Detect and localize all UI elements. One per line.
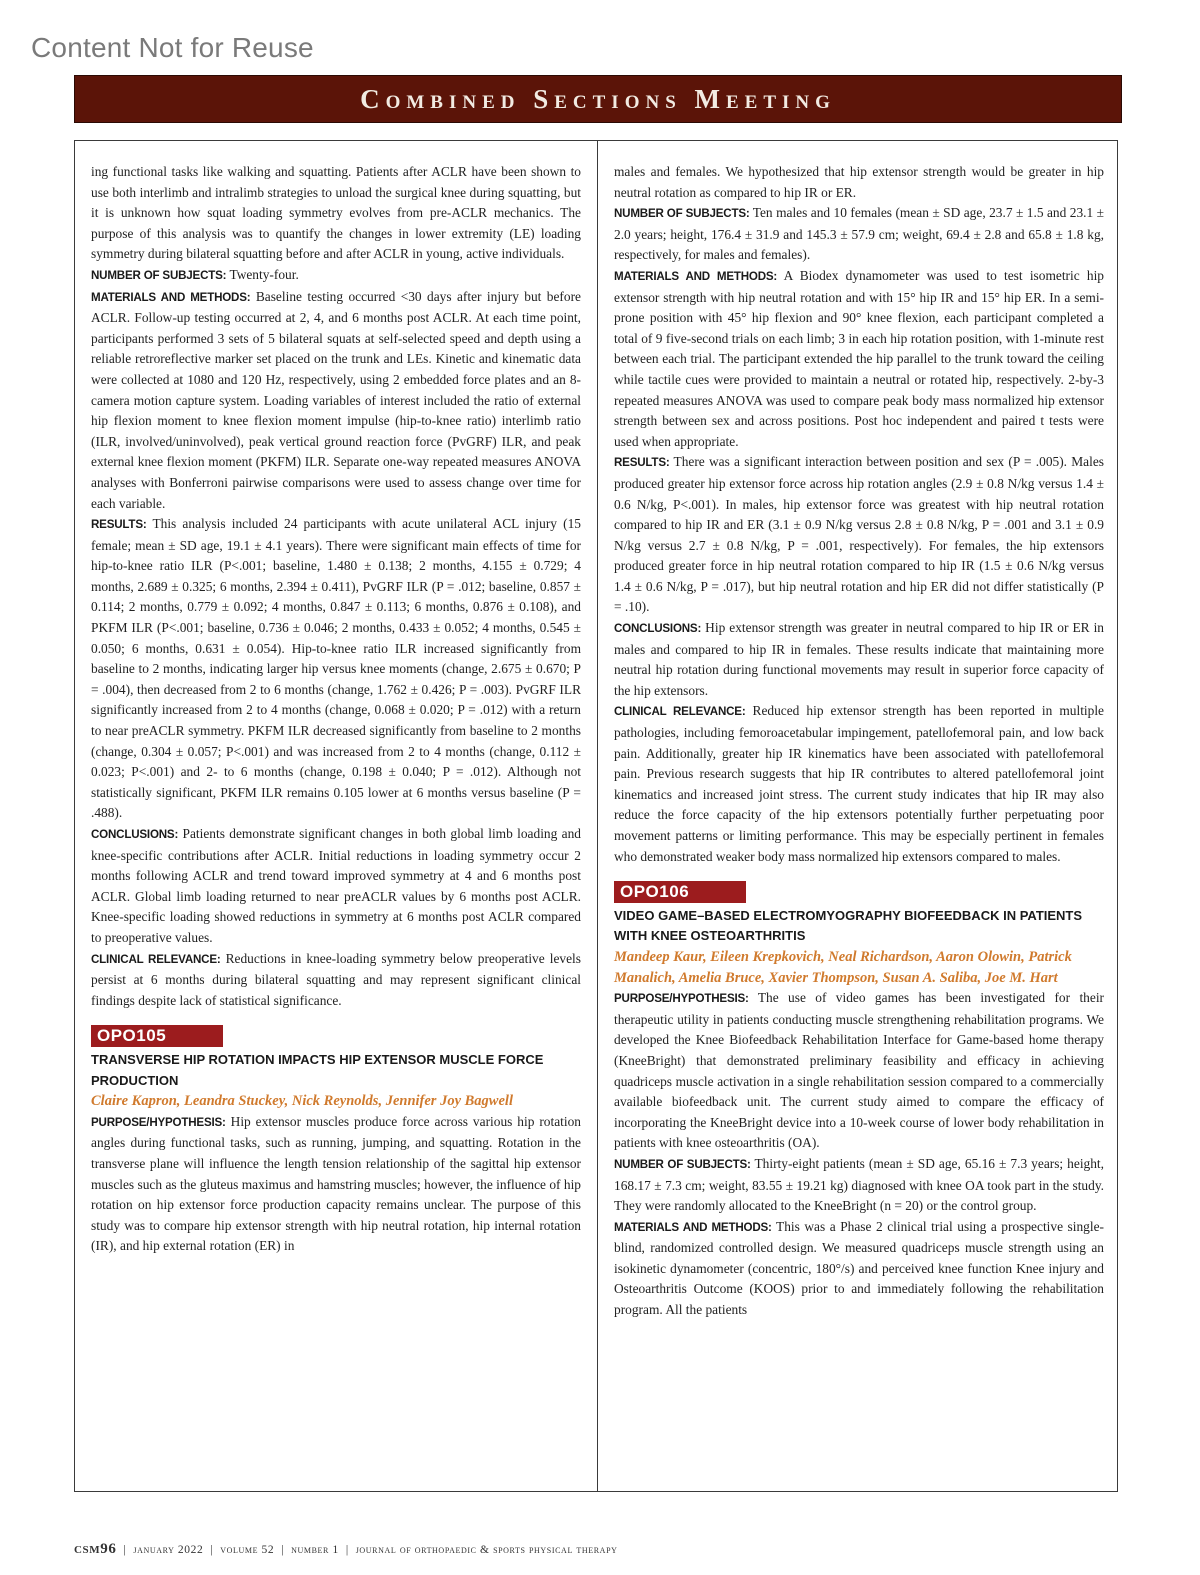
abstract-authors: Mandeep Kaur, Eileen Krepkovich, Neal Richardson, Aaron Olowin, Patrick Manalich, Amelia Bruce, Xavier Thompson, Susan A. Saliba, Joe M. Hart bbox=[614, 948, 1072, 986]
results-paragraph bbox=[91, 514, 581, 824]
conclusions-paragraph bbox=[614, 618, 1104, 701]
left-column bbox=[91, 162, 581, 1257]
purpose-paragraph bbox=[614, 988, 1104, 1154]
relevance-text: Reductions in knee-loading symmetry below preoperative levels persist at 6 months during bilateral squatting and may represent significant clinical findings despite lack of statistical significance. bbox=[91, 950, 581, 1008]
conclusions-label: CONCLUSIONS: bbox=[614, 622, 702, 636]
subjects-label: NUMBER OF SUBJECTS: bbox=[91, 268, 227, 282]
conclusions-text: Patients demonstrate significant changes in both global limb loading and knee-specific contributions after ACLR. Initial reductions in loading symmetry occur 2 months following ACLR and trend toward improved symmetry at 4 and 6 months post ACLR. Global limb loading returned to near preACLR values by 6 months post ACLR. Knee-specific loading showed reductions in symmetry at 6 months post ACLR compared to preoperative values. bbox=[91, 826, 581, 945]
methods-label: MATERIALS AND METHODS: bbox=[614, 269, 778, 283]
right-column bbox=[614, 162, 1104, 1321]
subjects-label: NUMBER OF SUBJECTS: bbox=[614, 1157, 751, 1171]
relevance-paragraph bbox=[91, 949, 581, 1012]
conclusions-label: CONCLUSIONS: bbox=[91, 828, 179, 841]
abstract-title: VIDEO GAME–BASED ELECTROMYOGRAPHY BIOFEEDBACK IN PATIENTS WITH KNEE OSTEOARTHRITIS bbox=[614, 907, 1083, 944]
watermark-text: Content Not for Reuse bbox=[31, 32, 314, 63]
subjects-paragraph bbox=[614, 203, 1104, 266]
subjects-text: Twenty-four. bbox=[229, 266, 299, 282]
relevance-text: Reduced hip extensor strength has been reported in multiple pathologies, including femoroacetabular impingement, patellofemoral pain, and low back pain. Additionally, greater hip IR kinematics have been associated with patellofemoral pain. Previous research suggests that hip IR contributes to altered patellofemoral joint kinematics and increased joint stress. The current study indicates that hip IR may also reduce the force capacity of the hip extensors potentially further perpetuating poor movement patterns or limiting performance. This may be especially pertinent in females who demonstrated weaker body mass normalized hip extensors compared to males. bbox=[614, 703, 1104, 864]
subjects-text: Ten males and 10 females (mean ± SD age, 23.7 ± 1.5 and 23.1 ± 2.0 years; height, 176.4 ± 31.9 and 145.3 ± 57.9 cm; weight, 69.4 ± 2.8 and 65.8 ± 1.8 kg, respectively, for males and females). bbox=[614, 205, 1104, 263]
issue-number: number 1 bbox=[291, 1544, 339, 1556]
banner-title: Combined Sections Meeting bbox=[360, 83, 836, 114]
purpose-text: Hip extensor muscles produce force across various hip rotation angles during functional tasks, such as running, jumping, and squatting. Rotation in the transverse plane will influence the length tension relationship of the sagittal hip extensor muscles such as the gluteus maximus and hamstring muscles; however, the influence of hip rotation on hip extensor force production capacity remains unclear. The purpose of this study was to compare hip extensor strength with hip neutral rotation, hip internal rotation (IR), and hip external rotation (ER) in bbox=[91, 1113, 581, 1254]
purpose-label: PURPOSE/HYPOTHESIS: bbox=[614, 992, 749, 1006]
issue-date: january 2022 bbox=[133, 1544, 204, 1556]
journal-name: journal of orthopaedic & sports physical therapy bbox=[355, 1544, 618, 1556]
methods-paragraph bbox=[614, 266, 1104, 452]
continued-intro: ing functional tasks like walking and squatting. Patients after ACLR have been shown to use both interlimb and intralimb strategies to unload the surgical knee during squatting, but it is unknown how squat loading symmetry evolves from pre-ACLR mechanics. The purpose of this analysis was to quantify the changes in lower extremity (LE) loading symmetry during bilateral squatting before and after ACLR in young, active individuals. bbox=[91, 164, 581, 262]
methods-text: This was a Phase 2 clinical trial using a prospective single-blind, randomized controlled design. We measured quadriceps muscle strength using an isokinetic dynamometer (concentric, 180°/s) and perceived knee function Knee injury and Osteoarthritis Outcome (KOOS) prior to and immediately following the rehabilitation program. All the patients bbox=[614, 1218, 1105, 1318]
methods-text: Baseline testing occurred <30 days after injury but before ACLR. Follow-up testing occurred at 2, 4, and 6 months post ACLR. At each time point, participants performed 3 sets of 5 bilateral squats at self-selected speed and depth using a reliable retroreflective marker set placed on the trunk and LEs. Kinetic and kinematic data were collected at 1080 and 120 Hz, respectively, using 2 embedded force plates and an 8-camera motion capture system. Loading variables of interest included the ratio of external hip flexion moment to knee flexion moment impulse (hip-to-knee ratio) interlimb ratio (ILR, involved/uninvolved), peak vertical ground reaction force (PvGRF) ILR, and peak external knee flexion moment (PKFM) ILR. Separate one-way repeated measures ANOVA analyses with Bonferroni pairwise comparisons were used to assess change over time for each variable. bbox=[91, 288, 581, 511]
column-divider bbox=[597, 140, 598, 1492]
continued-intro: males and females. We hypothesized that hip extensor strength would be greater in hip neutral rotation as compared to hip IR or ER. bbox=[614, 164, 1104, 200]
subjects-paragraph bbox=[91, 265, 581, 287]
relevance-paragraph bbox=[614, 701, 1104, 867]
methods-label: MATERIALS AND METHODS: bbox=[614, 1220, 772, 1234]
purpose-text: The use of video games has been investigated for their therapeutic utility in patients conducting muscle strengthening rehabilitation programs. We developed the Knee Biofeedback Rehabilitation Interface for Game-based home therapy (KneeBright) that demonstrated preliminary feasibility and efficacy in achieving quadriceps muscle activation in a single rehabilitation session compared to a commercially available biofeedback unit. The current study aimed to compare the efficacy of incorporating the KneeBright device into a 10-week course of lower body rehabilitation in patients with knee osteoarthritis (OA). bbox=[614, 990, 1104, 1151]
subjects-paragraph bbox=[614, 1154, 1104, 1217]
page-footer: csm96 | january 2022 | volume 52 | number 1 | journal of orthopaedic & sports physical therapy bbox=[74, 1541, 618, 1557]
methods-paragraph bbox=[614, 1217, 1104, 1321]
results-label: RESULTS: bbox=[614, 456, 670, 470]
methods-paragraph bbox=[91, 287, 581, 515]
conclusions-paragraph bbox=[91, 824, 581, 949]
page-number: csm96 bbox=[74, 1541, 117, 1557]
section-banner bbox=[74, 75, 1122, 123]
abstract-authors: Claire Kapron, Leandra Stuckey, Nick Reynolds, Jennifer Joy Bagwell bbox=[91, 1093, 513, 1110]
purpose-label: PURPOSE/HYPOTHESIS: bbox=[91, 1115, 226, 1129]
methods-label: MATERIALS AND METHODS: bbox=[91, 290, 251, 304]
abstract-id-tag: OPO106 bbox=[614, 881, 746, 903]
methods-text: A Biodex dynamometer was used to test isometric hip extensor strength with hip neutral rotation and with 15° hip IR and 15° hip ER. In a semi-prone position with 45° hip flexion and 90° knee flexion, each participant completed a total of 9 five-second trials on each limb; 3 in each hip rotation position, with 1-minute rest between each trial. The participant extended the hip parallel to the trunk toward the ceiling while tactile cues were provided to maintain a neutral or rotated hip, respectively. 2-by-3 repeated measures ANOVA was used to compare peak body mass normalized hip extensor strength between sex and across positions. Post hoc independent and paired t tests were used when appropriate. bbox=[614, 267, 1104, 449]
conclusions-text: Hip extensor strength was greater in neutral compared to hip IR or ER in males and compared to hip IR in females. These results indicate that maintaining more neutral hip rotation during functional movements may result in superior force capacity of the hip extensors. bbox=[614, 620, 1104, 698]
results-text: This analysis included 24 participants with acute unilateral ACL injury (15 female; mean ± SD age, 19.1 ± 4.1 years). There were significant main effects of time for hip-to-knee ratio ILR (P<.001; baseline, 1.480 ± 0.138; 2 months, 4.155 ± 0.729; 4 months, 2.689 ± 0.325; 6 months, 2.394 ± 0.411), PvGRF ILR (P = .012; baseline, 0.857 ± 0.114; 2 months, 0.779 ± 0.092; 4 months, 0.847 ± 0.113; 6 months, 0.876 ± 0.108), and PKFM ILR (P<.001; baseline, 0.736 ± 0.046; 2 months, 0.433 ± 0.052; 4 months, 0.545 ± 0.050; 6 months, 0.631 ± 0.054). Hip-to-knee ratio ILR increased significantly from baseline to 2 months, indicating larger hip versus knee moments (change, 2.675 ± 0.670; P = .004), then decreased from 2 to 6 months (change, 1.762 ± 0.426; P = .003). PvGRF ILR significantly increased from 2 to 4 months (change, 0.068 ± 0.020; P = .012) with a return to near preACLR symmetry. PKFM ILR decreased significantly from baseline to 2 months (change, 0.304 ± 0.057; P<.001) and was increased from 2 to 4 months (change, 0.112 ± 0.023; P<.001) and 2- to 6 months (change, 0.198 ± 0.040; P = .012). Although not statistically significant, PKFM ILR remains 0.105 lower at 6 months versus baseline (P = .488). bbox=[91, 516, 582, 821]
results-paragraph bbox=[614, 452, 1104, 618]
purpose-paragraph bbox=[91, 1112, 581, 1257]
volume: volume 52 bbox=[220, 1544, 275, 1556]
results-text: There was a significant interaction between position and sex (P = .005). Males produced greater hip extensor force across hip rotation angles (2.9 ± 0.8 N/kg versus 1.4 ± 0.6 N/kg, P<.001). In males, hip extensor force was greatest with hip neutral rotation compared to hip IR and ER (3.1 ± 0.9 N/kg versus 2.8 ± 0.8 N/kg, P = .001 and 3.1 ± 0.9 N/kg versus 2.7 ± 0.8 N/kg, P = .001, respectively). For females, the hip extensors produced greater force in hip neutral rotation compared to hip IR (1.5 ± 0.6 N/kg versus 1.4 ± 0.6 N/kg, P = .017), but hip neutral rotation and hip ER did not differ statistically (P = .10). bbox=[614, 454, 1104, 615]
subjects-label: NUMBER OF SUBJECTS: bbox=[614, 207, 750, 221]
abstract-title: TRANSVERSE HIP ROTATION IMPACTS HIP EXTENSOR MUSCLE FORCE PRODUCTION bbox=[91, 1051, 544, 1088]
abstract-id-tag: OPO105 bbox=[91, 1025, 223, 1047]
results-label: RESULTS: bbox=[91, 518, 147, 532]
relevance-label: CLINICAL RELEVANCE: bbox=[91, 952, 221, 966]
subjects-text: Thirty-eight patients (mean ± SD age, 65.16 ± 7.3 years; height, 168.17 ± 7.3 cm; weight, 83.55 ± 19.21 kg) diagnosed with knee OA took part in the study. They were randomly allocated to the KneeBright (n = 20) or the control group. bbox=[614, 1155, 1104, 1214]
relevance-label: CLINICAL RELEVANCE: bbox=[614, 705, 746, 719]
